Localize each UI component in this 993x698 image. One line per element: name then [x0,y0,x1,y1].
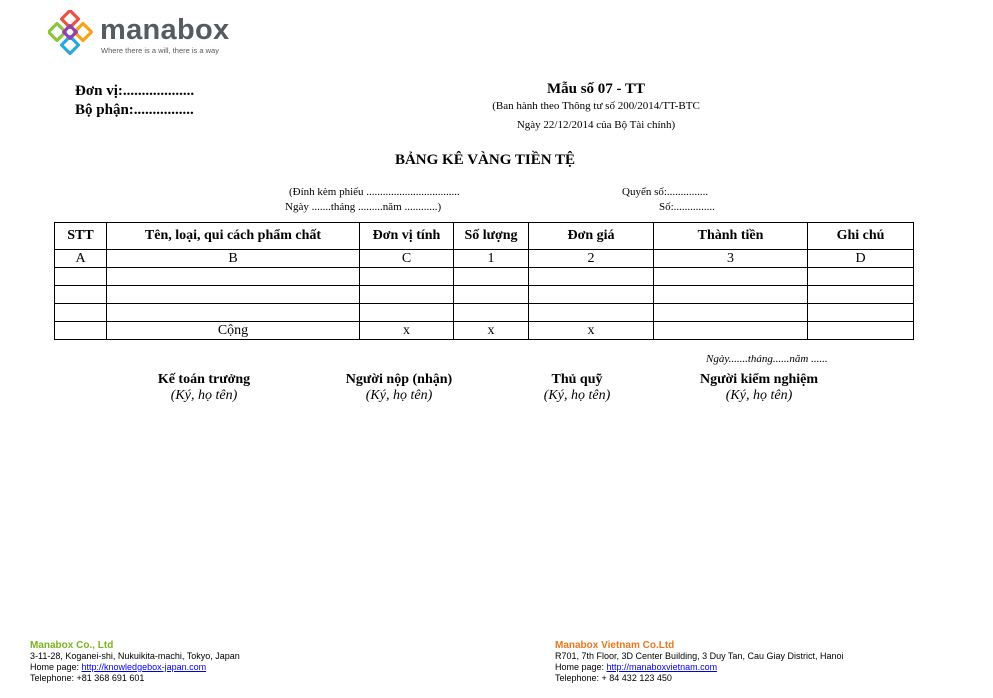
signature-role: Người kiểm nghiệm [699,372,819,387]
footer-company: Manabox Vietnam Co.Ltd [555,640,675,651]
table-cell: 2 [529,250,654,268]
table-cell: x [454,322,529,340]
signature-hint: (Ký, họ tên) [543,388,611,403]
signature-hint: (Ký, họ tên) [365,388,433,403]
gold-currency-table [54,222,914,340]
table-header-row [55,223,914,250]
table-cell [808,322,914,340]
document-number: Số:............... [659,201,715,213]
code-row [55,250,914,268]
column-header: Đơn giá [529,223,654,250]
table-cell: A [55,250,107,268]
form-number: Mẫu số 07 - TT [546,81,646,97]
document-title: BẢNG KÊ VÀNG TIỀN TỆ [394,152,576,168]
signature-hint: (Ký, họ tên) [725,388,793,403]
table-cell [55,322,107,340]
signature-payer [314,372,484,404]
table-row [55,304,914,322]
total-label: Cộng [107,322,360,340]
homepage-label: Home page: [555,662,607,672]
unit-block [75,82,194,120]
footer-address: R701, 7th Floor, 3D Center Building, 3 Duy Tan, Cau Giay District, Hanoi [555,651,844,661]
signature-cashier [492,372,662,404]
signature-date: Ngày.......tháng......năm ...... [706,353,828,365]
footer-address: 3-11-28, Koganei-shi, Nukuikita-machi, Tokyo, Japan [30,651,240,661]
table-cell: B [107,250,360,268]
table-cell: C [360,250,454,268]
unit-label: Đơn vị:................... [75,83,195,99]
signature-chief-accountant [119,372,289,404]
column-header: Đơn vị tính [360,223,454,250]
attach-line: (Đính kèm phiếu .................................. [289,186,460,198]
signature-role: Người nộp (nhận) [345,372,453,387]
column-header: Thành tiền [654,223,808,250]
column-header: Tên, loại, qui cách phẩm chất [107,223,360,250]
issued-by-note: (Ban hành theo Thông tư số 200/2014/TT-BTC [492,100,700,112]
total-row [55,322,914,340]
footer-phone: Telephone: + 84 432 123 450 [555,673,672,683]
book-number: Quyển số:............... [622,186,709,198]
manabox-logo-icon [48,10,94,56]
table-cell: D [808,250,914,268]
issued-date-note: Ngày 22/12/2014 của Bộ Tài chính) [516,119,676,131]
date-line: Ngày .......tháng .........năm ............) [285,201,442,213]
column-header: Ghi chú [808,223,914,250]
column-header: STT [55,223,107,250]
table-row [55,268,914,286]
table-row [55,286,914,304]
table-cell: 3 [654,250,808,268]
footer-homepage [30,662,240,673]
homepage-label: Home page: [30,662,82,672]
footer-company: Manabox Co., Ltd [30,640,114,651]
table-cell [654,322,808,340]
signature-role: Kế toán trưởng [157,372,251,387]
signature-role: Thủ quỹ [551,372,603,387]
footer-homepage [555,662,843,673]
column-header: Số lượng [454,223,529,250]
table-cell: x [529,322,654,340]
table-cell: 1 [454,250,529,268]
footer-right [555,640,843,684]
footer-phone: Telephone: +81 368 691 601 [30,673,145,683]
logo-wordmark: manabox [100,14,230,46]
signature-hint: (Ký, họ tên) [170,388,238,403]
signature-inspector [674,372,844,404]
table-cell: x [360,322,454,340]
company-logo [48,10,248,56]
logo-tagline: Where there is a will, there is a way [101,46,219,55]
homepage-link[interactable]: http://manaboxvietnam.com [606,662,718,672]
footer-left [30,640,240,684]
homepage-link[interactable]: http://knowledgebox-japan.com [81,662,207,672]
department-label: Bộ phận:................ [75,102,194,118]
